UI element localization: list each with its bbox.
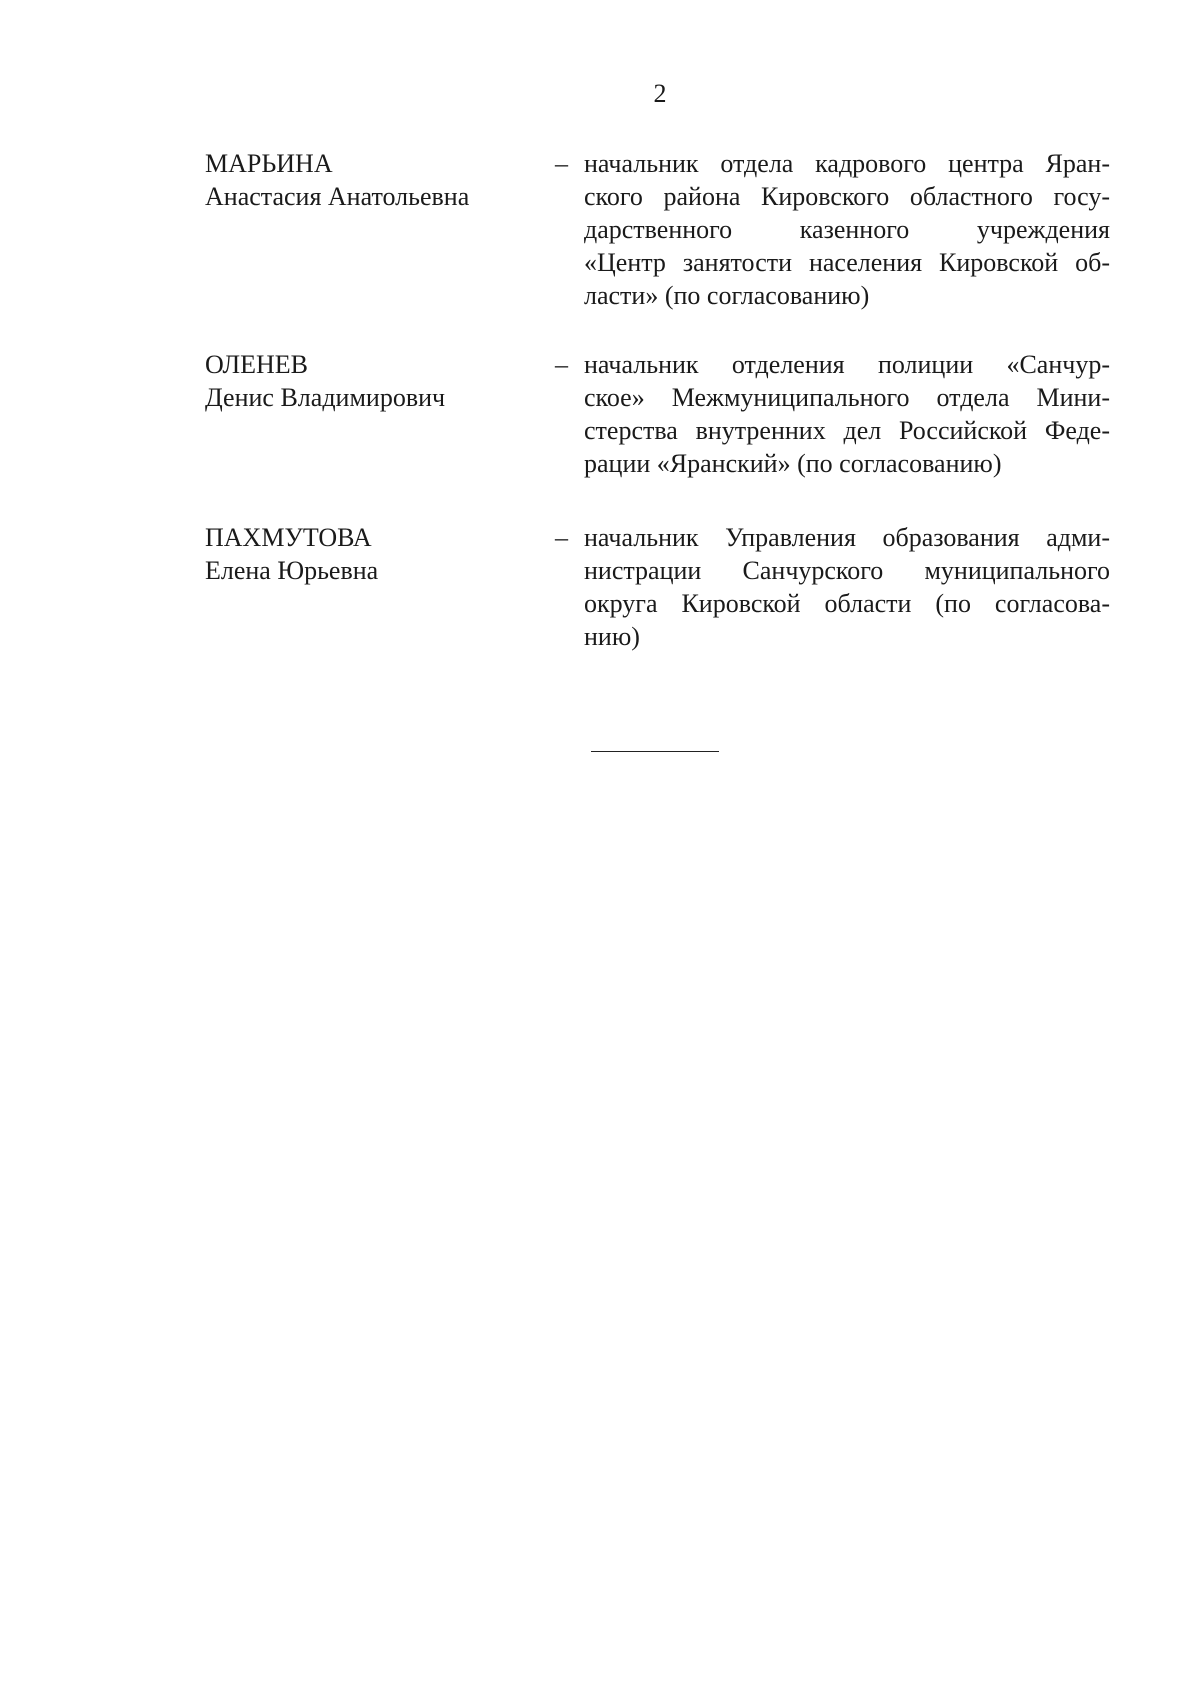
member-position: [584, 147, 1110, 312]
member-given-names: Денис Владимирович: [205, 383, 446, 412]
entry-dash: –: [555, 523, 568, 552]
member-position: [584, 348, 1110, 480]
position-line: начальник отделения полиции «Санчур-: [584, 350, 1110, 379]
position-line: нию): [584, 622, 640, 651]
page-number: 2: [653, 79, 667, 108]
member-given-names: Елена Юрьевна: [205, 556, 379, 585]
position-line: рации «Яранский» (по согласованию): [584, 449, 1002, 478]
position-line: ское» Межмуниципального отдела Мини-: [584, 383, 1110, 412]
position-line: «Центр занятости населения Кировской об-: [584, 248, 1110, 277]
member-surname: МАРЬИНА: [205, 149, 333, 178]
member-surname: ПАХМУТОВА: [205, 523, 372, 552]
member-surname: ОЛЕНЕВ: [205, 350, 308, 379]
member-given-names: Анастасия Анатольевна: [205, 182, 470, 211]
end-of-list-rule: [591, 751, 719, 752]
entry-dash: –: [555, 350, 568, 379]
position-line: нистрации Санчурского муниципального: [584, 556, 1110, 585]
position-line: дарственного казенного учреждения: [584, 215, 1110, 244]
entry-dash: –: [555, 149, 568, 178]
position-line: стерства внутренних дел Российской Феде-: [584, 416, 1110, 445]
position-line: начальник отдела кадрового центра Яран-: [584, 149, 1110, 178]
position-line: ласти» (по согласованию): [584, 281, 870, 310]
member-name: [205, 521, 525, 587]
position-line: начальник Управления образования адми-: [584, 523, 1110, 552]
member-name: [205, 348, 525, 414]
position-line: ского района Кировского областного госу-: [584, 182, 1110, 211]
member-position: [584, 521, 1110, 653]
position-line: округа Кировской области (по согласова-: [584, 589, 1110, 618]
member-name: [205, 147, 525, 213]
